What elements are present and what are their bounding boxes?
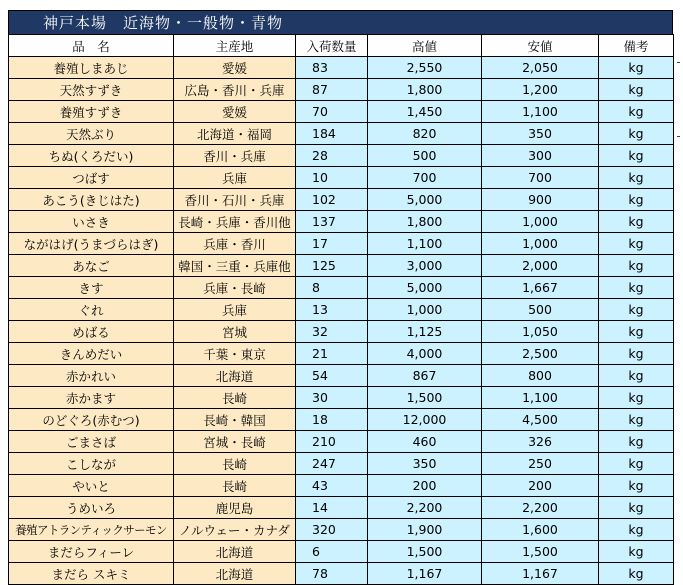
cell-high-price: 820 bbox=[368, 123, 482, 145]
table-row bbox=[9, 409, 674, 431]
table-row bbox=[9, 343, 674, 365]
cell-unit: kg bbox=[599, 365, 674, 387]
table-row bbox=[9, 145, 674, 167]
cell-origin: 千葉・東京 bbox=[174, 343, 296, 365]
cell-origin: 宮城・長崎 bbox=[174, 431, 296, 453]
cell-origin: 北海道 bbox=[174, 563, 296, 585]
cell-high-price: 1,450 bbox=[368, 101, 482, 123]
cell-origin: 北海道 bbox=[174, 365, 296, 387]
cell-origin: 香川・兵庫 bbox=[174, 145, 296, 167]
cell-quantity: 78 bbox=[296, 563, 368, 585]
table-row bbox=[9, 563, 674, 585]
table-row bbox=[9, 79, 674, 101]
cell-unit: kg bbox=[599, 189, 674, 211]
table-row bbox=[9, 365, 674, 387]
cell-unit: kg bbox=[599, 145, 674, 167]
cell-high-price: 1,000 bbox=[368, 299, 482, 321]
cell-unit: kg bbox=[599, 167, 674, 189]
cell-low-price: 1,600 bbox=[482, 519, 599, 541]
table-row bbox=[9, 57, 674, 79]
cell-item-name: まだら スキミ bbox=[9, 563, 174, 585]
cell-high-price: 1,125 bbox=[368, 321, 482, 343]
cell-origin: 愛媛 bbox=[174, 101, 296, 123]
cell-quantity: 320 bbox=[296, 519, 368, 541]
cell-low-price: 2,500 bbox=[482, 343, 599, 365]
cell-low-price: 4,500 bbox=[482, 409, 599, 431]
cell-item-name: ぐれ bbox=[9, 299, 174, 321]
edge-mark bbox=[677, 62, 680, 63]
cell-quantity: 137 bbox=[296, 211, 368, 233]
cell-high-price: 867 bbox=[368, 365, 482, 387]
cell-high-price: 350 bbox=[368, 453, 482, 475]
cell-unit: kg bbox=[599, 409, 674, 431]
cell-unit: kg bbox=[599, 387, 674, 409]
cell-low-price: 1,000 bbox=[482, 211, 599, 233]
cell-origin: 長崎・韓国 bbox=[174, 409, 296, 431]
table-body bbox=[9, 57, 674, 585]
table-row bbox=[9, 123, 674, 145]
table-row bbox=[9, 233, 674, 255]
header-high-price: 高値 bbox=[368, 35, 482, 57]
table-row bbox=[9, 211, 674, 233]
table-row bbox=[9, 497, 674, 519]
cell-item-name: いさき bbox=[9, 211, 174, 233]
cell-unit: kg bbox=[599, 255, 674, 277]
cell-unit: kg bbox=[599, 233, 674, 255]
cell-low-price: 800 bbox=[482, 365, 599, 387]
cell-origin: ノルウェー・カナダ bbox=[174, 519, 296, 541]
cell-origin: 北海道・福岡 bbox=[174, 123, 296, 145]
table-row bbox=[9, 431, 674, 453]
cell-item-name: 赤かます bbox=[9, 387, 174, 409]
cell-item-name: めばる bbox=[9, 321, 174, 343]
header-row bbox=[9, 35, 674, 57]
cell-low-price: 900 bbox=[482, 189, 599, 211]
table-row bbox=[9, 167, 674, 189]
cell-unit: kg bbox=[599, 211, 674, 233]
cell-quantity: 28 bbox=[296, 145, 368, 167]
cell-low-price: 350 bbox=[482, 123, 599, 145]
cell-high-price: 2,550 bbox=[368, 57, 482, 79]
cell-item-name: 養殖しまあじ bbox=[9, 57, 174, 79]
cell-item-name: ちぬ(くろだい) bbox=[9, 145, 174, 167]
cell-origin: 兵庫・長崎 bbox=[174, 277, 296, 299]
cell-high-price: 1,500 bbox=[368, 387, 482, 409]
cell-low-price: 1,167 bbox=[482, 563, 599, 585]
table-row bbox=[9, 541, 674, 563]
cell-low-price: 2,000 bbox=[482, 255, 599, 277]
cell-quantity: 18 bbox=[296, 409, 368, 431]
cell-origin: 愛媛 bbox=[174, 57, 296, 79]
header-origin: 主産地 bbox=[174, 35, 296, 57]
cell-item-name: こしなが bbox=[9, 453, 174, 475]
cell-origin: 香川・石川・兵庫 bbox=[174, 189, 296, 211]
cell-low-price: 1,200 bbox=[482, 79, 599, 101]
cell-item-name: あなご bbox=[9, 255, 174, 277]
cell-unit: kg bbox=[599, 277, 674, 299]
cell-item-name: 天然すずき bbox=[9, 79, 174, 101]
cell-high-price: 5,000 bbox=[368, 277, 482, 299]
cell-quantity: 70 bbox=[296, 101, 368, 123]
cell-quantity: 83 bbox=[296, 57, 368, 79]
cell-item-name: あこう(きじはた) bbox=[9, 189, 174, 211]
cell-item-name: きす bbox=[9, 277, 174, 299]
cell-unit: kg bbox=[599, 431, 674, 453]
cell-high-price: 5,000 bbox=[368, 189, 482, 211]
cell-low-price: 1,667 bbox=[482, 277, 599, 299]
table-row bbox=[9, 321, 674, 343]
cell-high-price: 460 bbox=[368, 431, 482, 453]
cell-high-price: 1,100 bbox=[368, 233, 482, 255]
cell-low-price: 2,200 bbox=[482, 497, 599, 519]
cell-high-price: 1,500 bbox=[368, 541, 482, 563]
cell-origin: 兵庫 bbox=[174, 299, 296, 321]
cell-unit: kg bbox=[599, 101, 674, 123]
cell-origin: 長崎・兵庫・香川他 bbox=[174, 211, 296, 233]
cell-unit: kg bbox=[599, 57, 674, 79]
cell-high-price: 2,200 bbox=[368, 497, 482, 519]
cell-item-name: うめいろ bbox=[9, 497, 174, 519]
cell-low-price: 1,100 bbox=[482, 101, 599, 123]
cell-high-price: 200 bbox=[368, 475, 482, 497]
cell-high-price: 1,800 bbox=[368, 211, 482, 233]
price-table bbox=[8, 34, 674, 585]
cell-quantity: 8 bbox=[296, 277, 368, 299]
cell-quantity: 6 bbox=[296, 541, 368, 563]
sheet-title: 神戸本場 近海物・一般物・青物 bbox=[8, 10, 673, 34]
cell-unit: kg bbox=[599, 321, 674, 343]
cell-item-name: 養殖アトランティックサーモン bbox=[9, 519, 174, 541]
cell-origin: 長崎 bbox=[174, 387, 296, 409]
cell-low-price: 326 bbox=[482, 431, 599, 453]
cell-unit: kg bbox=[599, 519, 674, 541]
cell-high-price: 3,000 bbox=[368, 255, 482, 277]
cell-low-price: 200 bbox=[482, 475, 599, 497]
cell-origin: 兵庫・香川 bbox=[174, 233, 296, 255]
cell-quantity: 21 bbox=[296, 343, 368, 365]
cell-origin: 兵庫 bbox=[174, 167, 296, 189]
cell-quantity: 210 bbox=[296, 431, 368, 453]
edge-mark bbox=[677, 136, 680, 137]
cell-quantity: 43 bbox=[296, 475, 368, 497]
cell-low-price: 500 bbox=[482, 299, 599, 321]
cell-unit: kg bbox=[599, 541, 674, 563]
cell-quantity: 13 bbox=[296, 299, 368, 321]
cell-origin: 長崎 bbox=[174, 453, 296, 475]
table-row bbox=[9, 519, 674, 541]
cell-high-price: 4,000 bbox=[368, 343, 482, 365]
cell-low-price: 1,500 bbox=[482, 541, 599, 563]
table-row bbox=[9, 255, 674, 277]
cell-unit: kg bbox=[599, 123, 674, 145]
cell-quantity: 125 bbox=[296, 255, 368, 277]
cell-unit: kg bbox=[599, 497, 674, 519]
cell-origin: 韓国・三重・兵庫他 bbox=[174, 255, 296, 277]
cell-low-price: 1,100 bbox=[482, 387, 599, 409]
cell-item-name: つばす bbox=[9, 167, 174, 189]
cell-quantity: 32 bbox=[296, 321, 368, 343]
table-row bbox=[9, 299, 674, 321]
cell-high-price: 1,800 bbox=[368, 79, 482, 101]
cell-quantity: 102 bbox=[296, 189, 368, 211]
table-row bbox=[9, 387, 674, 409]
cell-item-name: ながはげ(うまづらはぎ) bbox=[9, 233, 174, 255]
cell-low-price: 2,050 bbox=[482, 57, 599, 79]
cell-unit: kg bbox=[599, 343, 674, 365]
cell-unit: kg bbox=[599, 475, 674, 497]
cell-quantity: 14 bbox=[296, 497, 368, 519]
cell-high-price: 500 bbox=[368, 145, 482, 167]
table-row bbox=[9, 189, 674, 211]
cell-item-name: ごまさば bbox=[9, 431, 174, 453]
cell-quantity: 184 bbox=[296, 123, 368, 145]
cell-low-price: 700 bbox=[482, 167, 599, 189]
cell-item-name: 養殖すずき bbox=[9, 101, 174, 123]
cell-low-price: 1,000 bbox=[482, 233, 599, 255]
cell-quantity: 87 bbox=[296, 79, 368, 101]
cell-high-price: 1,900 bbox=[368, 519, 482, 541]
cell-unit: kg bbox=[599, 453, 674, 475]
cell-low-price: 250 bbox=[482, 453, 599, 475]
cell-quantity: 10 bbox=[296, 167, 368, 189]
cell-quantity: 247 bbox=[296, 453, 368, 475]
table-row bbox=[9, 475, 674, 497]
cell-item-name: まだらフィーレ bbox=[9, 541, 174, 563]
cell-low-price: 300 bbox=[482, 145, 599, 167]
cell-origin: 北海道 bbox=[174, 541, 296, 563]
cell-quantity: 17 bbox=[296, 233, 368, 255]
header-low-price: 安値 bbox=[482, 35, 599, 57]
cell-high-price: 1,167 bbox=[368, 563, 482, 585]
cell-quantity: 30 bbox=[296, 387, 368, 409]
header-name: 品 名 bbox=[9, 35, 174, 57]
cell-origin: 長崎 bbox=[174, 475, 296, 497]
cell-unit: kg bbox=[599, 563, 674, 585]
cell-high-price: 12,000 bbox=[368, 409, 482, 431]
table-row bbox=[9, 101, 674, 123]
cell-origin: 広島・香川・兵庫 bbox=[174, 79, 296, 101]
header-quantity: 入荷数量 bbox=[296, 35, 368, 57]
cell-origin: 鹿児島 bbox=[174, 497, 296, 519]
cell-high-price: 700 bbox=[368, 167, 482, 189]
cell-quantity: 54 bbox=[296, 365, 368, 387]
cell-unit: kg bbox=[599, 299, 674, 321]
header-remarks: 備考 bbox=[599, 35, 674, 57]
price-sheet bbox=[8, 10, 673, 585]
cell-origin: 宮城 bbox=[174, 321, 296, 343]
table-row bbox=[9, 277, 674, 299]
cell-item-name: 天然ぶり bbox=[9, 123, 174, 145]
cell-item-name: やいと bbox=[9, 475, 174, 497]
cell-unit: kg bbox=[599, 79, 674, 101]
cell-item-name: きんめだい bbox=[9, 343, 174, 365]
cell-item-name: 赤かれい bbox=[9, 365, 174, 387]
cell-low-price: 1,050 bbox=[482, 321, 599, 343]
table-row bbox=[9, 453, 674, 475]
cell-item-name: のどぐろ(赤むつ) bbox=[9, 409, 174, 431]
